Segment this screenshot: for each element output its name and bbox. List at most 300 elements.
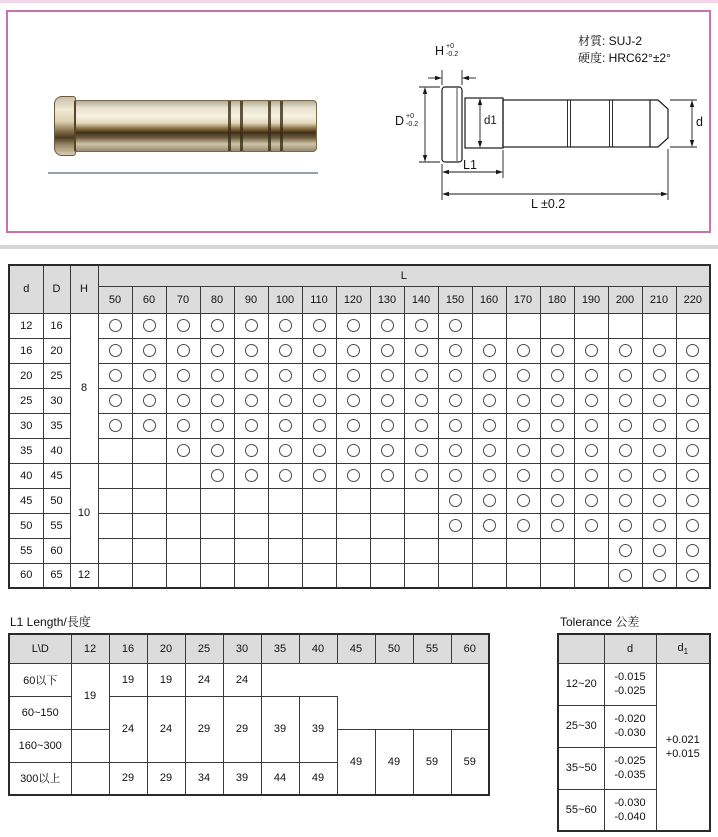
cell-l1-value bbox=[337, 696, 489, 729]
circle-icon bbox=[347, 344, 360, 357]
cell-availability bbox=[132, 563, 166, 588]
row-label: 60以下 bbox=[9, 663, 71, 696]
circle-icon bbox=[653, 469, 666, 482]
circle-icon bbox=[415, 344, 428, 357]
circle-icon bbox=[449, 369, 462, 382]
circle-icon bbox=[653, 394, 666, 407]
section-divider bbox=[0, 245, 718, 249]
cell-availability bbox=[336, 413, 370, 438]
cell-availability bbox=[234, 563, 268, 588]
cell-availability bbox=[506, 363, 540, 388]
circle-icon bbox=[653, 569, 666, 582]
cell-availability bbox=[438, 438, 472, 463]
cell-availability bbox=[302, 338, 336, 363]
circle-icon bbox=[313, 319, 326, 332]
cell-availability bbox=[268, 488, 302, 513]
cell-availability bbox=[268, 413, 302, 438]
cell-availability bbox=[676, 513, 710, 538]
cell-availability bbox=[200, 313, 234, 338]
cell-D: 65 bbox=[43, 563, 70, 588]
cell-availability bbox=[370, 438, 404, 463]
cell-availability bbox=[676, 413, 710, 438]
cell-availability bbox=[98, 363, 132, 388]
tolerance-table-title: Tolerance 公差 bbox=[560, 615, 640, 629]
cell-availability bbox=[472, 438, 506, 463]
dim-H-upper-tol: +0 bbox=[446, 43, 455, 51]
dim-label-L: L ±0.2 bbox=[531, 197, 566, 211]
circle-icon bbox=[585, 419, 598, 432]
circle-icon bbox=[686, 444, 699, 457]
circle-icon bbox=[313, 369, 326, 382]
cell-availability bbox=[506, 388, 540, 413]
cell-availability bbox=[234, 313, 268, 338]
col-header-L: L bbox=[98, 265, 710, 286]
cell-availability bbox=[166, 513, 200, 538]
l1-length-table bbox=[8, 633, 490, 796]
circle-icon bbox=[551, 469, 564, 482]
cell-availability bbox=[472, 488, 506, 513]
circle-icon bbox=[313, 444, 326, 457]
cell-availability bbox=[370, 363, 404, 388]
circle-icon bbox=[551, 494, 564, 507]
cell-availability bbox=[98, 413, 132, 438]
col-header-L-90: 90 bbox=[234, 286, 268, 313]
col-header-L-200: 200 bbox=[608, 286, 642, 313]
cell-availability bbox=[676, 363, 710, 388]
table-row bbox=[9, 463, 710, 488]
circle-icon bbox=[415, 319, 428, 332]
cell-availability bbox=[200, 388, 234, 413]
circle-icon bbox=[279, 344, 292, 357]
circle-icon bbox=[211, 394, 224, 407]
cell-availability bbox=[98, 438, 132, 463]
cell-D: 16 bbox=[43, 313, 70, 338]
circle-icon bbox=[517, 444, 530, 457]
circle-icon bbox=[483, 344, 496, 357]
circle-icon bbox=[143, 319, 156, 332]
cell-availability bbox=[268, 313, 302, 338]
cell-availability bbox=[404, 388, 438, 413]
cell-l1-value: 49 bbox=[299, 762, 337, 795]
col-header-D-60: 60 bbox=[451, 634, 489, 663]
cell-availability bbox=[200, 363, 234, 388]
col-header-L-70: 70 bbox=[166, 286, 200, 313]
cell-d: 60 bbox=[9, 563, 43, 588]
col-header-L-170: 170 bbox=[506, 286, 540, 313]
header-row bbox=[9, 265, 710, 286]
cell-l1-value: 49 bbox=[337, 729, 375, 795]
cell-availability bbox=[336, 338, 370, 363]
cell-l1-value bbox=[261, 663, 489, 696]
col-header-d: d bbox=[9, 265, 43, 313]
circle-icon bbox=[245, 469, 258, 482]
circle-icon bbox=[686, 369, 699, 382]
col-header-L-190: 190 bbox=[574, 286, 608, 313]
circle-icon bbox=[449, 319, 462, 332]
circle-icon bbox=[551, 369, 564, 382]
cell-availability bbox=[268, 538, 302, 563]
cell-availability bbox=[608, 563, 642, 588]
circle-icon bbox=[415, 469, 428, 482]
col-header-L-50: 50 bbox=[98, 286, 132, 313]
circle-icon bbox=[347, 444, 360, 457]
cell-availability bbox=[166, 463, 200, 488]
tolerance-table bbox=[557, 633, 711, 832]
tolerance-upper: -0.025 bbox=[614, 755, 646, 767]
circle-icon bbox=[686, 394, 699, 407]
col-header-D-20: 20 bbox=[147, 634, 185, 663]
circle-icon bbox=[551, 519, 564, 532]
circle-icon bbox=[551, 419, 564, 432]
table-row bbox=[9, 313, 710, 338]
cell-availability bbox=[336, 363, 370, 388]
tech-drawing bbox=[395, 40, 717, 227]
cell-availability bbox=[642, 488, 676, 513]
cell-availability bbox=[540, 363, 574, 388]
circle-icon bbox=[313, 469, 326, 482]
page-top-edge bbox=[0, 0, 718, 3]
circle-icon bbox=[381, 344, 394, 357]
circle-icon bbox=[686, 544, 699, 557]
tolerance-upper: -0.015 bbox=[614, 671, 646, 683]
cell-D: 60 bbox=[43, 538, 70, 563]
circle-icon bbox=[619, 419, 632, 432]
cell-availability bbox=[98, 338, 132, 363]
dim-label-D bbox=[395, 114, 418, 129]
table-row bbox=[9, 513, 710, 538]
cell-availability bbox=[302, 538, 336, 563]
cell-D: 55 bbox=[43, 513, 70, 538]
table-row bbox=[9, 563, 710, 588]
cell-H: 10 bbox=[70, 463, 98, 563]
col-header-D-25: 25 bbox=[185, 634, 223, 663]
circle-icon bbox=[415, 369, 428, 382]
circle-icon bbox=[313, 344, 326, 357]
cell-availability bbox=[404, 513, 438, 538]
col-header-L-80: 80 bbox=[200, 286, 234, 313]
col-header-D-30: 30 bbox=[223, 634, 261, 663]
cell-availability bbox=[642, 438, 676, 463]
cell-availability bbox=[234, 388, 268, 413]
cell-availability bbox=[676, 463, 710, 488]
circle-icon bbox=[551, 394, 564, 407]
cell-availability bbox=[166, 338, 200, 363]
col-header-D: D bbox=[43, 265, 70, 313]
cell-availability bbox=[132, 488, 166, 513]
cell-availability bbox=[404, 313, 438, 338]
cell-l1-value: 29 bbox=[185, 696, 223, 762]
circle-icon bbox=[211, 344, 224, 357]
cell-availability bbox=[540, 513, 574, 538]
circle-icon bbox=[619, 544, 632, 557]
cell-availability bbox=[472, 338, 506, 363]
cell-D: 25 bbox=[43, 363, 70, 388]
row-label: 160~300 bbox=[9, 729, 71, 762]
circle-icon bbox=[517, 394, 530, 407]
cell-availability bbox=[608, 313, 642, 338]
circle-icon bbox=[245, 419, 258, 432]
cell-l1-value: 24 bbox=[109, 696, 147, 762]
cell-availability bbox=[336, 463, 370, 488]
d1-sub: 1 bbox=[683, 646, 689, 656]
cell-d: 55 bbox=[9, 538, 43, 563]
circle-icon bbox=[211, 419, 224, 432]
cell-availability bbox=[642, 513, 676, 538]
cell-d: 25 bbox=[9, 388, 43, 413]
cell-availability bbox=[336, 563, 370, 588]
cell-availability bbox=[234, 538, 268, 563]
circle-icon bbox=[653, 369, 666, 382]
photo-shadow-line bbox=[48, 172, 318, 174]
cell-availability bbox=[166, 413, 200, 438]
cell-l1-value: 39 bbox=[223, 762, 261, 795]
cell-availability bbox=[234, 513, 268, 538]
cell-d: 12 bbox=[9, 313, 43, 338]
cell-availability bbox=[302, 513, 336, 538]
circle-icon bbox=[177, 344, 190, 357]
circle-icon bbox=[279, 444, 292, 457]
circle-icon bbox=[109, 394, 122, 407]
col-header-L-140: 140 bbox=[404, 286, 438, 313]
cell-availability bbox=[200, 488, 234, 513]
cell-availability bbox=[472, 313, 506, 338]
cell-availability bbox=[574, 513, 608, 538]
cell-availability bbox=[676, 563, 710, 588]
col-header-L-120: 120 bbox=[336, 286, 370, 313]
circle-icon bbox=[245, 319, 258, 332]
cell-D: 50 bbox=[43, 488, 70, 513]
cell-availability bbox=[98, 513, 132, 538]
cell-availability bbox=[574, 313, 608, 338]
cell-availability bbox=[166, 388, 200, 413]
tolerance-upper: -0.030 bbox=[614, 796, 646, 809]
circle-icon bbox=[449, 444, 462, 457]
circle-icon bbox=[313, 394, 326, 407]
cell-l1-value: 29 bbox=[223, 696, 261, 762]
circle-icon bbox=[279, 394, 292, 407]
cell-availability bbox=[98, 388, 132, 413]
tolerance-lower: -0.040 bbox=[614, 810, 646, 823]
cell-availability bbox=[608, 538, 642, 563]
table-row bbox=[9, 438, 710, 463]
circle-icon bbox=[585, 469, 598, 482]
cell-availability bbox=[506, 538, 540, 563]
dim-label-L1: L1 bbox=[463, 158, 477, 172]
cell-d: 50 bbox=[9, 513, 43, 538]
cell-availability bbox=[506, 463, 540, 488]
cell-availability bbox=[438, 313, 472, 338]
cell-availability bbox=[200, 513, 234, 538]
cell-availability bbox=[438, 338, 472, 363]
circle-icon bbox=[619, 569, 632, 582]
circle-icon bbox=[585, 519, 598, 532]
cell-availability bbox=[166, 313, 200, 338]
cell-availability bbox=[472, 463, 506, 488]
cell-availability bbox=[540, 463, 574, 488]
cell-availability bbox=[132, 463, 166, 488]
cell-availability bbox=[98, 488, 132, 513]
dim-D-lower-tol: -0.2 bbox=[406, 120, 419, 128]
cell-d1-tolerance bbox=[656, 663, 710, 831]
cell-availability bbox=[302, 488, 336, 513]
cell-l1-value: 19 bbox=[109, 663, 147, 696]
circle-icon bbox=[517, 419, 530, 432]
table-row bbox=[9, 538, 710, 563]
cell-availability bbox=[370, 463, 404, 488]
table-row bbox=[9, 663, 489, 696]
cell-D: 40 bbox=[43, 438, 70, 463]
cell-availability bbox=[268, 338, 302, 363]
circle-icon bbox=[449, 344, 462, 357]
cell-availability bbox=[268, 438, 302, 463]
circle-icon bbox=[143, 344, 156, 357]
cell-availability bbox=[404, 538, 438, 563]
circle-icon bbox=[517, 469, 530, 482]
circle-icon bbox=[449, 394, 462, 407]
tolerance-upper: +0.021 bbox=[665, 733, 700, 746]
cell-availability bbox=[336, 488, 370, 513]
circle-icon bbox=[483, 519, 496, 532]
circle-icon bbox=[619, 369, 632, 382]
circle-icon bbox=[686, 419, 699, 432]
dim-label-d1: d1 bbox=[484, 115, 497, 127]
tolerance-upper: -0.020 bbox=[614, 713, 646, 725]
col-header-L-180: 180 bbox=[540, 286, 574, 313]
circle-icon bbox=[347, 419, 360, 432]
cell-availability bbox=[438, 563, 472, 588]
circle-icon bbox=[483, 469, 496, 482]
col-header-d-tol: d bbox=[604, 634, 656, 663]
cell-d-tolerance bbox=[604, 705, 656, 747]
cell-availability bbox=[336, 313, 370, 338]
cell-availability bbox=[540, 488, 574, 513]
cell-availability bbox=[404, 438, 438, 463]
col-header-D-55: 55 bbox=[413, 634, 451, 663]
cell-availability bbox=[540, 538, 574, 563]
cell-availability bbox=[676, 388, 710, 413]
table-row bbox=[9, 363, 710, 388]
circle-icon bbox=[211, 469, 224, 482]
dim-H-base: H bbox=[435, 44, 445, 58]
cell-availability bbox=[642, 338, 676, 363]
circle-icon bbox=[517, 494, 530, 507]
cell-availability bbox=[608, 338, 642, 363]
cell-availability bbox=[132, 363, 166, 388]
tolerance-lower: -0.025 bbox=[614, 685, 646, 697]
cell-availability bbox=[302, 363, 336, 388]
circle-icon bbox=[686, 569, 699, 582]
circle-icon bbox=[449, 419, 462, 432]
tolerance-lower: -0.035 bbox=[614, 769, 646, 781]
cell-l1-value: 29 bbox=[147, 762, 185, 795]
table-row bbox=[558, 663, 710, 705]
circle-icon bbox=[483, 369, 496, 382]
cell-d: 45 bbox=[9, 488, 43, 513]
cell-availability bbox=[200, 413, 234, 438]
cell-availability bbox=[166, 438, 200, 463]
hardness-spec: 硬度: HRC62°±2° bbox=[578, 51, 671, 65]
cell-availability bbox=[506, 438, 540, 463]
col-header-L-160: 160 bbox=[472, 286, 506, 313]
cell-d: 40 bbox=[9, 463, 43, 488]
circle-icon bbox=[619, 469, 632, 482]
cell-availability bbox=[132, 513, 166, 538]
circle-icon bbox=[449, 494, 462, 507]
cell-availability bbox=[268, 513, 302, 538]
cell-availability bbox=[472, 513, 506, 538]
corner-header: L\D bbox=[9, 634, 71, 663]
cell-d: 35 bbox=[9, 438, 43, 463]
cell-availability bbox=[574, 438, 608, 463]
circle-icon bbox=[686, 494, 699, 507]
cell-H: 8 bbox=[70, 313, 98, 463]
cell-availability bbox=[302, 313, 336, 338]
cell-availability bbox=[302, 388, 336, 413]
cell-d: 20 bbox=[9, 363, 43, 388]
corner-header bbox=[558, 634, 604, 663]
cell-availability bbox=[540, 563, 574, 588]
cell-availability bbox=[472, 563, 506, 588]
circle-icon bbox=[619, 444, 632, 457]
cell-availability bbox=[506, 413, 540, 438]
cell-availability bbox=[438, 388, 472, 413]
circle-icon bbox=[585, 444, 598, 457]
row-label: 35~50 bbox=[558, 747, 604, 789]
cell-availability bbox=[608, 413, 642, 438]
cell-availability bbox=[642, 388, 676, 413]
dim-D-base: D bbox=[395, 114, 405, 128]
size-availability-table bbox=[8, 264, 711, 589]
pin-groove bbox=[268, 101, 283, 151]
table-row bbox=[9, 413, 710, 438]
cell-availability bbox=[506, 513, 540, 538]
tolerance-lower: +0.015 bbox=[665, 747, 700, 760]
circle-icon bbox=[653, 544, 666, 557]
cell-availability bbox=[132, 388, 166, 413]
cell-availability bbox=[234, 413, 268, 438]
cell-l1-value: 24 bbox=[185, 663, 223, 696]
circle-icon bbox=[177, 369, 190, 382]
circle-icon bbox=[279, 369, 292, 382]
cell-availability bbox=[200, 563, 234, 588]
cell-availability bbox=[540, 388, 574, 413]
col-header-L-110: 110 bbox=[302, 286, 336, 313]
circle-icon bbox=[143, 419, 156, 432]
circle-icon bbox=[313, 419, 326, 432]
circle-icon bbox=[347, 319, 360, 332]
circle-icon bbox=[517, 344, 530, 357]
cell-availability bbox=[472, 388, 506, 413]
col-header-H: H bbox=[70, 265, 98, 313]
product-photo bbox=[40, 88, 330, 188]
l1-table-title: L1 Length/長度 bbox=[10, 615, 91, 629]
product-overview-panel bbox=[6, 10, 711, 233]
table-row bbox=[9, 388, 710, 413]
circle-icon bbox=[483, 419, 496, 432]
cell-l1-value: 49 bbox=[375, 729, 413, 795]
col-header-L-150: 150 bbox=[438, 286, 472, 313]
cell-availability bbox=[438, 463, 472, 488]
cell-l1-value: 39 bbox=[261, 696, 299, 762]
cell-l1-value bbox=[71, 762, 109, 795]
cell-l1-value bbox=[71, 729, 109, 762]
circle-icon bbox=[109, 344, 122, 357]
cell-availability bbox=[268, 388, 302, 413]
circle-icon bbox=[653, 519, 666, 532]
circle-icon bbox=[381, 369, 394, 382]
cell-availability bbox=[608, 513, 642, 538]
circle-icon bbox=[381, 444, 394, 457]
